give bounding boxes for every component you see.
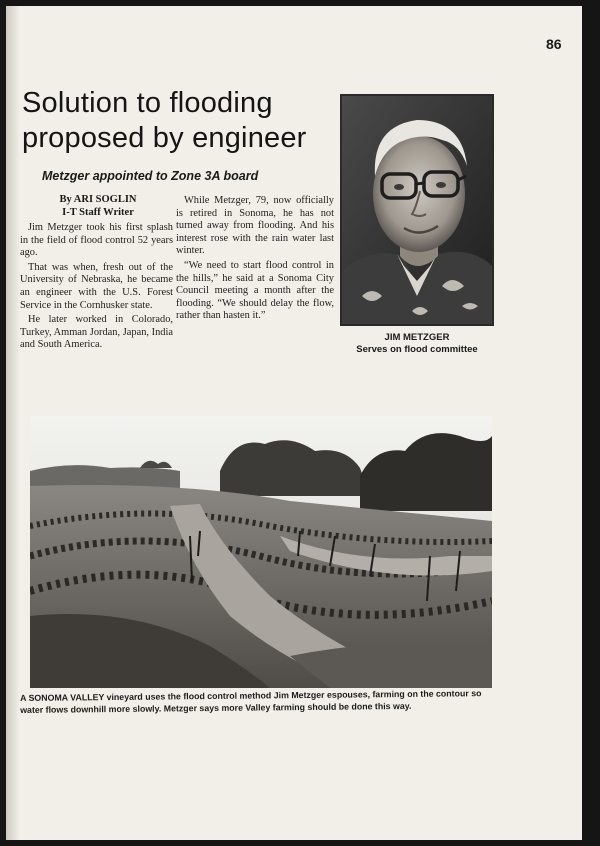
headline-line-2: proposed by engineer: [22, 122, 307, 154]
paragraph: Jim Metzger took his first splash in the field of flood control 52 years ago.: [20, 222, 173, 259]
headline: [22, 86, 332, 156]
paragraph: That was when, fresh out of the University of Nebraska, he became an engineer with the U.S. Forest Service in the Cornhusker state.: [20, 261, 173, 311]
byline: [24, 193, 172, 219]
headline-line-1: Solution to flooding: [22, 87, 273, 119]
paragraph: While Metzger, 79, now officially is retired in Sonoma, he has not turned away from flooding. And his interest rose with the rain water last winter.: [176, 195, 334, 257]
portrait-caption-role: Serves on flood committee: [356, 344, 478, 355]
newspaper-page: [6, 6, 582, 840]
article-column-1: [20, 222, 173, 354]
byline-title: I-T Staff Writer: [62, 207, 134, 218]
portrait-illustration: [342, 96, 492, 324]
byline-author: By ARI SOGLIN: [59, 194, 137, 205]
vineyard-caption: A SONOMA VALLEY vineyard uses the flood control method Jim Metzger espouses, farming on the contour so water flows downhill more slowly. Metzger says more Valley farming should be done this way.: [20, 688, 482, 715]
page-number: 86: [546, 36, 562, 52]
portrait-caption-name: JIM METZGER: [384, 332, 450, 343]
binding-shadow: [6, 6, 20, 840]
subheadline: Metzger appointed to Zone 3A board: [42, 169, 259, 183]
vineyard-illustration: [30, 416, 492, 688]
paragraph: “We need to start flood control in the hills,” he said at a Sonoma City Council meeting a month after the flooding. “We should delay the flow, rather than hasten it.”: [176, 259, 334, 322]
paragraph: He later worked in Colorado, Turkey, Amman Jordan, Japan, India and South America.: [20, 314, 173, 351]
vineyard-photo: [30, 416, 492, 688]
article-column-2: [176, 195, 334, 325]
portrait-caption: [340, 332, 494, 356]
portrait-photo: [340, 94, 494, 326]
